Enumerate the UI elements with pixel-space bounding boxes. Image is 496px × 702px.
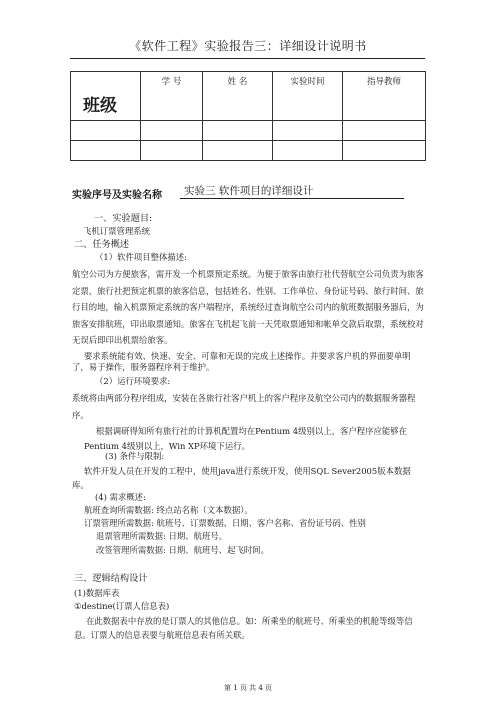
paragraph-constraints: 软件开发人员在开发的工程中，使用java进行系统开发，使用SQL Sever2005版本数据库。 — [72, 466, 411, 490]
experiment-name: 实验三 软件项目的详细设计 — [180, 185, 404, 199]
table-cell[interactable] — [203, 121, 273, 141]
header-name: 姓 名 — [203, 72, 273, 121]
section-2-heading: 二、任务概述 — [74, 239, 130, 250]
document-header-title: 《软件工程》实验报告三：详细设计说明书 — [129, 39, 367, 53]
table-cell[interactable] — [141, 121, 203, 141]
header-student-id: 学 号 — [141, 72, 203, 121]
requirement-item: 航班查询所需数据: 终点站名称（文本数据）。 — [84, 505, 253, 515]
student-info-table — [70, 71, 426, 161]
header-instructor: 指导教师 — [343, 72, 426, 121]
subsection-heading: （2）运行环境要求: — [95, 376, 171, 386]
paragraph-hardware: 根据调研得知所有旅行社的计算机配置均在Pentium 4级别以上，客户程序应能够在Pentium 4级别以上，Win XP环境下运行。 — [84, 426, 407, 451]
subsection-heading: (4) 需求概述: — [95, 492, 146, 502]
requirement-item: 订票管理所需数据: 航班号、订票数据、日期、客户名称、省份证号码、性别 — [84, 518, 366, 528]
section-1-heading: 一、实验题目: — [94, 213, 153, 224]
section-3-heading: 三、逻辑结构设计 — [74, 573, 148, 584]
table-cell[interactable] — [203, 141, 273, 161]
experiment-label: 实验序号及实验名称 — [72, 190, 162, 201]
table-cell[interactable] — [141, 141, 203, 161]
page-footer: 第 1 页 共 4 页 — [223, 684, 273, 692]
class-label: 班级 — [71, 72, 141, 121]
header-divider — [70, 58, 425, 59]
table-row — [71, 121, 426, 141]
table-cell[interactable] — [71, 121, 141, 141]
requirement-item: 退票管理所需数据: 日期、航班号。 — [96, 531, 228, 541]
table-cell[interactable] — [343, 121, 426, 141]
paragraph-destine-table: 在此数据表中存放的是订票人的其他信息。如：所乘坐的航班号、所乘坐的机舱等级等信息。订票人的信息表要与航班信息表有所关联。 — [74, 616, 413, 640]
table-cell[interactable] — [273, 121, 343, 141]
paragraph-environment: 系统将由两部分程序组成，安装在各旅行社客户机上的客户程序及航空公司内的数据服务器程序。 — [72, 393, 416, 420]
subsection-heading: ①destine(订票人信息表) — [74, 601, 170, 611]
paragraph-requirements: 要求系统能有效、快速、安全、可靠和无误的完成上述操作。并要求客户机的界面要单明了，易于操作，服务器程序利于维护。 — [72, 351, 411, 372]
requirement-item: 改签管理所需数据: 日期、航班号、起飞时间。 — [96, 545, 269, 555]
subsection-heading: (3) 条件与限制: — [105, 451, 165, 461]
table-cell[interactable] — [273, 141, 343, 161]
table-row — [71, 72, 426, 121]
subsection-heading: （1）软件项目整体描述: — [95, 252, 187, 262]
table-row — [71, 141, 426, 161]
header-experiment-time: 实验时间 — [273, 72, 343, 121]
table-cell[interactable] — [343, 141, 426, 161]
table-cell[interactable] — [71, 141, 141, 161]
paragraph-overview: 航空公司为方便旅客，需开发一个机票预定系统。为便于旅客由旅行社代替航空公司负责为旅客定票，旅行社把预定机票的旅客信息，包括姓名、性别、工作单位、身份证号码、旅行时间、旅行目的地，输入机票预定系统的客户端程序，系统经过查询航空公司内的航班数据服务器后，为旅客安排航班，印出取票通知。旅客在飞机起飞前一天凭取票通知和帐单交款后取票，系统校对无误后即印出机票给旅客。 — [72, 269, 424, 345]
project-title: 飞机订票管理系统 — [83, 226, 150, 236]
subsection-heading: (1)数据库表 — [74, 588, 120, 598]
